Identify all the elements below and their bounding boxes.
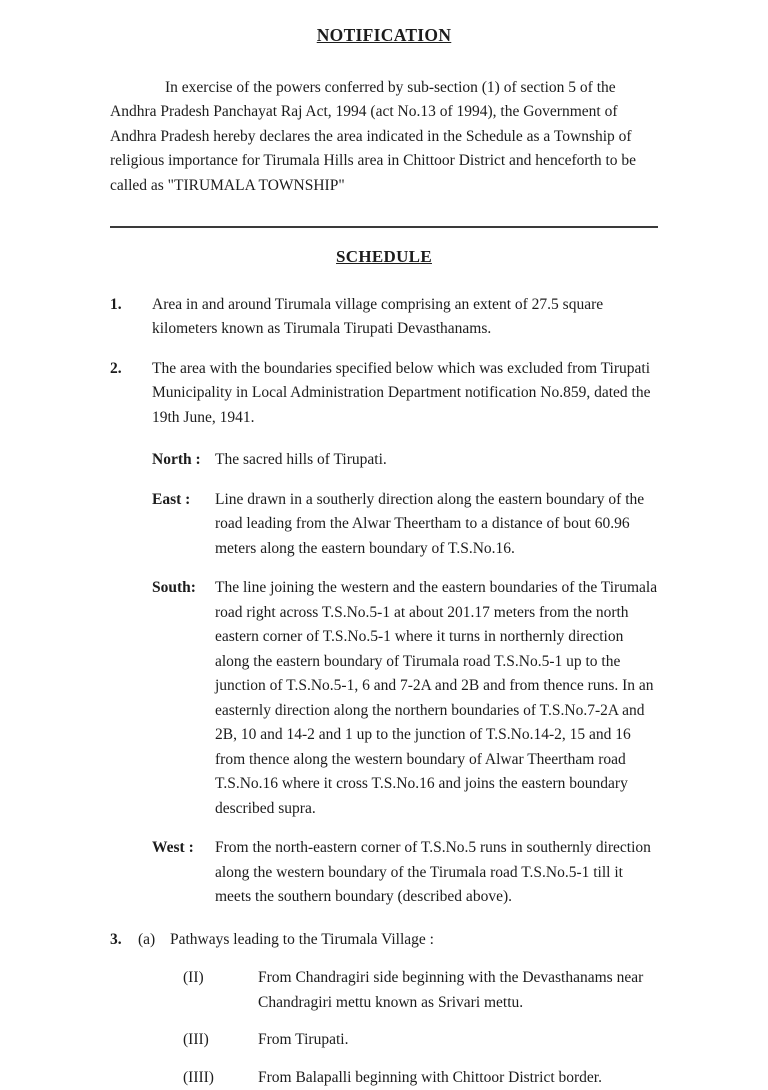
notification-title: NOTIFICATION — [316, 25, 452, 45]
boundary-south — [152, 576, 658, 821]
item-3a-heading: Pathways leading to the Tirumala Village : — [170, 930, 434, 948]
pathway-2-numeral: (II) — [183, 969, 204, 987]
schedule-item-3 — [110, 928, 658, 952]
boundary-south-label: South: — [152, 579, 196, 597]
item-1-number: 1. — [110, 295, 122, 313]
pathway-item-3 — [183, 1028, 658, 1052]
pathways-list — [183, 966, 658, 1090]
boundary-east-label: East : — [152, 490, 191, 508]
pathway-item-2 — [183, 966, 658, 1015]
boundary-east — [152, 488, 658, 561]
boundary-north-text: The sacred hills of Tirupati. — [215, 451, 387, 469]
pathway-3-numeral: (III) — [183, 1031, 209, 1049]
boundary-east-text: Line drawn in a southerly direction along the eastern boundary of the road leading from the Alwar Theertham to a distance of bout 60.96 meters along the eastern boundary of T.S.No.16. — [215, 490, 645, 557]
item-2-number: 2. — [110, 359, 122, 377]
pathway-4-numeral: (IIII) — [183, 1068, 214, 1086]
boundary-south-text: The line joining the western and the eastern boundaries of the Tirumala road right across T.S.No.5-1 at about 201.17 meters from the north eastern corner of T.S.No.5-1 where it turns in northernly direction along the eastern boundary of Tirumala road T.S.No.5-1 up to the junction of T.S.No.5-1, 6 and 7-2A and 2B and from thence runs. In an easternly direction along the northern boundaries of T.S.No.7-2A and 2B, 10 and 14-2 and 1 up to the junction of T.S.No.14-2, 15 and 16 from thence along the western boundary of Alwar Theertham road T.S.No.16 where it cross T.S.No.16 and joins the eastern boundary described supra. — [215, 579, 658, 817]
pathway-item-4 — [183, 1066, 658, 1090]
pathway-3-text: From Tirupati. — [258, 1031, 349, 1049]
item-3-number: 3. — [110, 930, 122, 948]
pathway-2-text: From Chandragiri side beginning with the Devasthanams near Chandragiri mettu known as Srivari mettu. — [258, 969, 644, 1011]
schedule-item-2 — [110, 357, 658, 430]
pathway-4-text: From Balapalli beginning with Chittoor District border. — [258, 1068, 602, 1086]
boundary-west — [152, 836, 658, 909]
item-2-text: The area with the boundaries specified below which was excluded from Tirupati Municipality in Local Administration Department notification No.859, dated the 19th June, 1941. — [152, 359, 651, 426]
schedule-item-1 — [110, 293, 658, 342]
boundary-west-text: From the north-eastern corner of T.S.No.5 runs in southernly direction along the western boundary of the Tirumala road T.S.No.5-1 till it meets the southern boundary (described above). — [215, 839, 651, 906]
boundary-north — [152, 448, 658, 472]
intro-paragraph: In exercise of the powers conferred by sub-section (1) of section 5 of the Andhra Pradesh Panchayat Raj Act, 1994 (act No.13 of 1994), the Government of Andhra Pradesh hereby declares the area indicated in the Schedule as a Township of religious importance for Tirumala Hills area in Chittoor District and henceforth to be called as "TIRUMALA TOWNSHIP" — [110, 78, 637, 194]
boundaries-list — [152, 448, 658, 909]
boundary-north-label: North : — [152, 451, 201, 469]
section-divider — [110, 226, 658, 228]
schedule-title: SCHEDULE — [336, 247, 432, 267]
item-1-text: Area in and around Tirumala village comprising an extent of 27.5 square kilometers known as Tirumala Tirupati Devasthanams. — [152, 295, 604, 338]
item-3a-label: (a) — [138, 930, 156, 948]
boundary-west-label: West : — [152, 839, 194, 857]
